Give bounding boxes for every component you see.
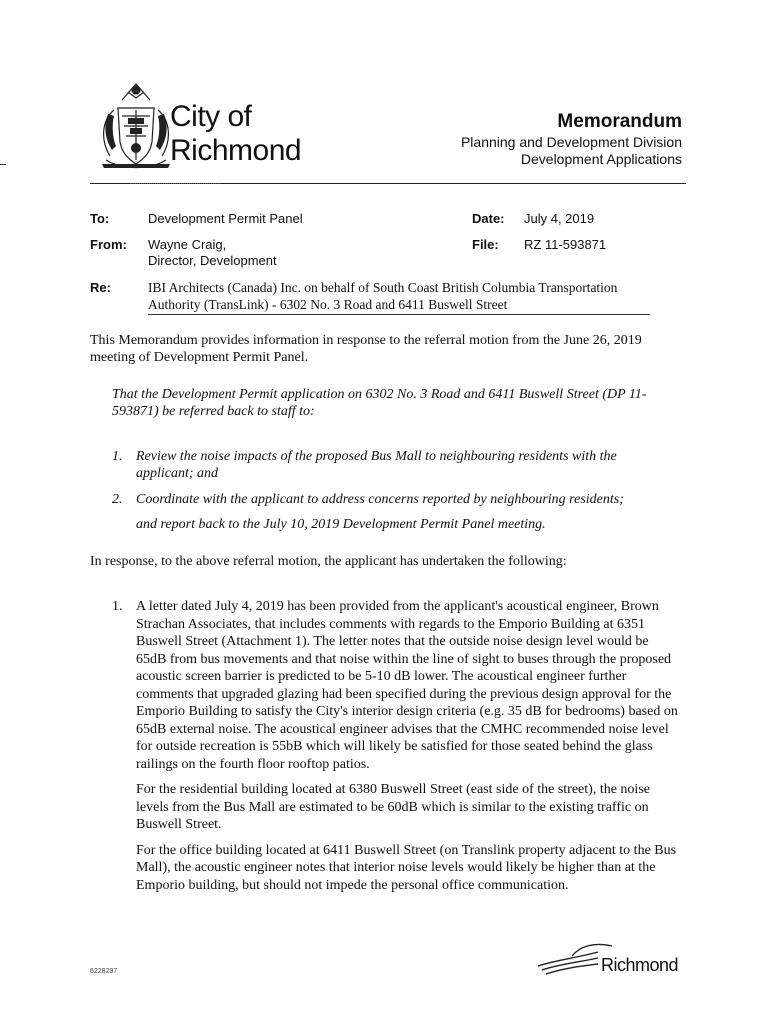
city-line1: City of bbox=[170, 100, 252, 133]
from-label: From: bbox=[90, 237, 127, 252]
re-underline bbox=[148, 314, 650, 315]
response-intro: In response, to the above referral motion, the applicant has undertaken the following: bbox=[90, 554, 567, 569]
motion-item-num: 2. bbox=[112, 492, 123, 507]
file-value: RZ 11-593871 bbox=[524, 237, 607, 252]
re-line2: Authority (TransLink) - 6302 No. 3 Road and 6411 Buswell Street bbox=[148, 297, 508, 312]
header-divider-dotted bbox=[130, 183, 220, 184]
from-title: Director, Development bbox=[148, 253, 277, 268]
date-label: Date: bbox=[472, 211, 505, 226]
city-name bbox=[170, 100, 301, 168]
response-paragraph: For the residential building located at 6380 Buswell Street (east side of the street), the noise levels from the Bus Mall are estimated to be 60dB which is similar to the existing traffic on Buswell Street. bbox=[136, 782, 650, 832]
motion-item-2 bbox=[112, 491, 672, 508]
intro-paragraph: This Memorandum provides information in response to the referral motion from the June 26, 2019 meeting of Development Permit Panel. bbox=[90, 333, 642, 365]
motion-item-num: 1. bbox=[112, 449, 123, 464]
motion-item-1 bbox=[112, 448, 672, 482]
motion-item-text: Coordinate with the applicant to address concerns reported by neighbouring residents; bbox=[136, 492, 624, 507]
footer-logo-text: Richmond bbox=[601, 955, 679, 975]
file-label: File: bbox=[472, 237, 499, 252]
to-value: Development Permit Panel bbox=[148, 211, 303, 226]
division-name: Planning and Development Division bbox=[460, 134, 682, 150]
date-value: July 4, 2019 bbox=[524, 211, 595, 226]
response-paragraph: A letter dated July 4, 2019 has been provided from the applicant's acoustical engineer, Brown Strachan Associates, that includes comments with regards to the Emporio Building at 6351 Buswell Street (Attachment 1). The letter notes that the outside noise design level would be 65dB from bus movements and that noise within the line of sight to buses through the proposed acoustic screen barrier is predicted to be 5-10 dB lower. The acoustical engineer further comments that upgraded glazing had been specified during the previous design approval for the Emporio Building to satisfy the City's interior design criteria (e.g. 35 dB for bedrooms) based on 65dB external noise. The acoustical engineer advises that the CMHC recommended noise level for outside recreation is 55bB which will likely be satisfied for those seated behind the glass railings on the fourth floor rooftop patios. bbox=[136, 599, 678, 772]
re-label: Re: bbox=[90, 280, 111, 295]
department-name: Development Applications bbox=[520, 151, 682, 167]
document-id: 6228297 bbox=[90, 968, 118, 975]
memo-title: Memorandum bbox=[557, 111, 682, 132]
city-crest-icon bbox=[92, 80, 180, 172]
response-item-1 bbox=[112, 598, 680, 902]
motion-text: That the Development Permit application on 6302 No. 3 Road and 6411 Buswell Street (DP 11-593871) be referred back to staff to: bbox=[112, 387, 647, 419]
response-paragraph: For the office building located at 6411 Buswell Street (on Translink property adjacent to the Bus Mall), the acoustic engineer notes that interior noise levels would likely be higher than at the Emporio building, but should not impede the personal office communication. bbox=[136, 842, 677, 893]
motion-closing: and report back to the July 10, 2019 Development Permit Panel meeting. bbox=[136, 517, 546, 532]
re-line1: IBI Architects (Canada) Inc. on behalf of South Coast British Columbia Transportation bbox=[148, 280, 618, 295]
to-label: To: bbox=[90, 211, 110, 226]
motion-item-text: Review the noise impacts of the proposed Bus Mall to neighbouring residents with the applicant; and bbox=[136, 449, 617, 481]
margin-mark bbox=[0, 164, 6, 165]
memo-header bbox=[461, 110, 682, 168]
city-line2: Richmond bbox=[170, 134, 302, 167]
response-item-num: 1. bbox=[112, 599, 123, 614]
from-name: Wayne Craig, bbox=[148, 237, 227, 252]
